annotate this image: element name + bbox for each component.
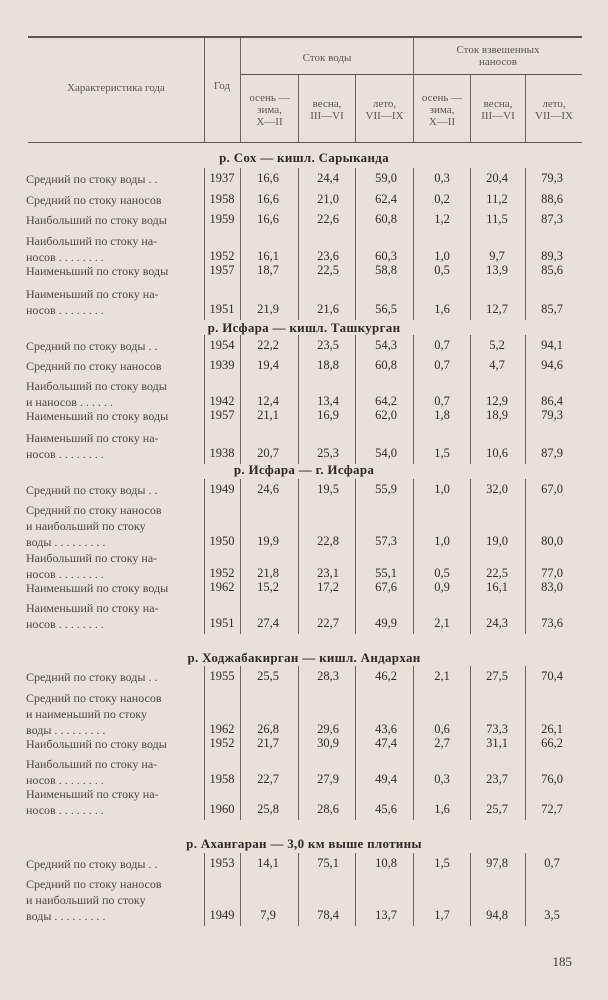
row-label-line: воды . . . . . . . . . <box>26 723 106 737</box>
value-cell: 18,7 <box>257 263 279 277</box>
row-label-line: Наибольший по стоку воды <box>26 213 167 227</box>
header-bottom-rule <box>28 142 582 143</box>
row-label <box>26 786 202 818</box>
row-label-line: Наименьший по стоку воды <box>26 581 169 595</box>
value-cell: 22,7 <box>317 616 339 630</box>
row-label <box>26 192 202 208</box>
column-divider <box>355 335 356 464</box>
column-divider <box>240 853 241 926</box>
value-cell: 28,6 <box>317 802 339 816</box>
value-cell: 16,6 <box>257 192 279 206</box>
row-label <box>26 286 202 318</box>
subheader-line: III—VI <box>310 110 344 122</box>
value-cell: 13,7 <box>375 908 397 922</box>
value-cell: 19,4 <box>257 358 279 372</box>
value-cell: 23,6 <box>317 249 339 263</box>
column-divider <box>240 335 241 464</box>
river-section-title: р. Исфара — кишл. Ташкурган <box>207 320 401 335</box>
value-cell: 55,9 <box>375 482 397 496</box>
value-cell: 49,9 <box>375 616 397 630</box>
value-cell: 0,6 <box>434 722 450 736</box>
column-divider <box>298 168 299 320</box>
row-label <box>26 338 202 354</box>
row-label-line: воды . . . . . . . . . <box>26 909 106 923</box>
value-cell: 49,4 <box>375 772 397 786</box>
value-cell: 60,3 <box>375 249 397 263</box>
value-cell: 27,5 <box>486 669 508 683</box>
value-cell: 0,3 <box>434 171 450 185</box>
group-header-water: Сток воды <box>302 52 352 64</box>
row-label-line: Средний по стоку наносов <box>26 503 162 517</box>
column-divider <box>298 479 299 634</box>
value-cell: 21,6 <box>317 302 339 316</box>
subheader-line: весна, <box>312 98 342 110</box>
subheader-water-autumn <box>241 92 298 128</box>
value-cell: 25,5 <box>257 669 279 683</box>
year-cell: 1958 <box>209 192 235 206</box>
value-cell: 22,2 <box>257 338 279 352</box>
value-cell: 85,6 <box>541 263 563 277</box>
year-cell: 1957 <box>209 408 235 422</box>
year-cell: 1942 <box>209 394 235 408</box>
value-cell: 67,6 <box>375 580 397 594</box>
value-cell: 16,6 <box>257 212 279 226</box>
river-section-title: р. Ходжабакирган — кишл. Андархан <box>187 650 421 665</box>
value-cell: 22,7 <box>257 772 279 786</box>
row-label-line: Наибольший по стоку на- <box>26 757 158 771</box>
value-cell: 20,4 <box>486 171 508 185</box>
value-cell: 64,2 <box>375 394 397 408</box>
value-cell: 0,3 <box>434 772 450 786</box>
year-cell: 1952 <box>209 566 235 580</box>
row-label-line: Средний по стоку воды . . <box>26 172 158 186</box>
value-cell: 0,7 <box>434 394 450 408</box>
row-label <box>26 358 202 374</box>
year-cell: 1951 <box>209 616 235 630</box>
value-cell: 24,4 <box>317 171 339 185</box>
row-label-line: носов . . . . . . . . <box>26 447 104 461</box>
column-divider <box>355 168 356 320</box>
value-cell: 58,8 <box>375 263 397 277</box>
value-cell: 1,7 <box>434 908 450 922</box>
row-label-line: Наименьший по стоку на- <box>26 287 159 301</box>
subheader-line: X—II <box>256 116 283 128</box>
value-cell: 19,0 <box>486 534 508 548</box>
row-label <box>26 669 202 685</box>
row-label <box>26 263 202 279</box>
value-cell: 20,7 <box>257 446 279 460</box>
column-divider <box>240 666 241 820</box>
value-cell: 10,6 <box>486 446 508 460</box>
column-divider <box>413 335 414 464</box>
row-label <box>26 736 202 752</box>
value-cell: 87,3 <box>541 212 563 226</box>
subheader-line: VII—IX <box>535 110 573 122</box>
row-label-line: носов . . . . . . . . <box>26 303 104 317</box>
value-cell: 24,6 <box>257 482 279 496</box>
row-label <box>26 876 202 924</box>
value-cell: 67,0 <box>541 482 563 496</box>
value-cell: 66,2 <box>541 736 563 750</box>
value-cell: 0,7 <box>434 338 450 352</box>
value-cell: 31,1 <box>486 736 508 750</box>
header-group-rule-sediment <box>414 74 582 75</box>
value-cell: 25,3 <box>317 446 339 460</box>
value-cell: 0,9 <box>434 580 450 594</box>
subheader-line: осень — <box>249 92 290 104</box>
year-cell: 1939 <box>209 358 235 372</box>
value-cell: 46,2 <box>375 669 397 683</box>
column-divider <box>240 168 241 320</box>
column-divider <box>413 168 414 320</box>
value-cell: 94,1 <box>541 338 563 352</box>
year-cell: 1962 <box>209 722 235 736</box>
year-cell: 1949 <box>209 908 235 922</box>
value-cell: 60,8 <box>375 358 397 372</box>
value-cell: 83,0 <box>541 580 563 594</box>
value-cell: 88,6 <box>541 192 563 206</box>
row-label <box>26 856 202 872</box>
value-cell: 78,4 <box>317 908 339 922</box>
column-divider <box>413 479 414 634</box>
value-cell: 62,4 <box>375 192 397 206</box>
subheader-line: весна, <box>483 98 513 110</box>
row-label <box>26 482 202 498</box>
value-cell: 1,0 <box>434 482 450 496</box>
row-label-line: Наименьший по стоку на- <box>26 601 159 615</box>
value-cell: 0,5 <box>434 263 450 277</box>
column-divider <box>413 853 414 926</box>
page-number: 185 <box>552 954 572 969</box>
row-label-line: воды . . . . . . . . . <box>26 535 106 549</box>
row-label-line: Средний по стоку наносов <box>26 691 162 705</box>
value-cell: 12,9 <box>486 394 508 408</box>
column-divider <box>355 666 356 820</box>
value-cell: 16,9 <box>317 408 339 422</box>
value-cell: 13,9 <box>486 263 508 277</box>
year-cell: 1957 <box>209 263 235 277</box>
column-divider <box>413 666 414 820</box>
table-top-rule <box>28 36 582 38</box>
row-label-line: Наименьший по стоку воды <box>26 409 169 423</box>
year-cell: 1958 <box>209 772 235 786</box>
row-label <box>26 502 202 550</box>
value-cell: 21,0 <box>317 192 339 206</box>
row-label <box>26 550 202 582</box>
row-label-line: и наибольший по стоку <box>26 893 146 907</box>
year-cell: 1959 <box>209 212 235 226</box>
row-label-line: носов . . . . . . . . <box>26 803 104 817</box>
value-cell: 1,0 <box>434 249 450 263</box>
subheader-water-spring <box>299 98 355 122</box>
value-cell: 24,3 <box>486 616 508 630</box>
value-cell: 73,3 <box>486 722 508 736</box>
subheader-sediment-summer <box>526 98 582 122</box>
value-cell: 16,1 <box>486 580 508 594</box>
value-cell: 79,3 <box>541 171 563 185</box>
row-label <box>26 756 202 788</box>
value-cell: 43,6 <box>375 722 397 736</box>
row-label <box>26 408 202 424</box>
value-cell: 0,7 <box>544 856 560 870</box>
value-cell: 12,7 <box>486 302 508 316</box>
value-cell: 11,2 <box>486 192 508 206</box>
value-cell: 94,6 <box>541 358 563 372</box>
row-label-line: Наибольший по стоку воды <box>26 379 167 393</box>
subheader-line: лето, <box>372 98 397 110</box>
value-cell: 0,7 <box>434 358 450 372</box>
row-label-line: Средний по стоку воды . . <box>26 857 158 871</box>
value-cell: 29,6 <box>317 722 339 736</box>
row-label-line: Средний по стоку воды . . <box>26 670 158 684</box>
value-cell: 32,0 <box>486 482 508 496</box>
value-cell: 18,9 <box>486 408 508 422</box>
subheader-line: осень — <box>421 92 463 104</box>
row-label-line: носов . . . . . . . . <box>26 773 104 787</box>
value-cell: 28,3 <box>317 669 339 683</box>
value-cell: 59,0 <box>375 171 397 185</box>
col-header-year: Год <box>213 80 231 92</box>
value-cell: 77,0 <box>541 566 563 580</box>
value-cell: 4,7 <box>489 358 505 372</box>
value-cell: 18,8 <box>317 358 339 372</box>
value-cell: 2,1 <box>434 616 450 630</box>
value-cell: 47,4 <box>375 736 397 750</box>
row-label <box>26 378 202 410</box>
value-cell: 9,7 <box>489 249 505 263</box>
river-section-title: р. Ахангаран — 3,0 км выше плотины <box>186 836 422 851</box>
row-label-line: Средний по стоку наносов <box>26 193 162 207</box>
value-cell: 0,2 <box>434 192 450 206</box>
row-label-line: Средний по стоку воды . . <box>26 339 158 353</box>
value-cell: 56,5 <box>375 302 397 316</box>
year-cell: 1960 <box>209 802 235 816</box>
value-cell: 72,7 <box>541 802 563 816</box>
row-label <box>26 580 202 596</box>
row-label <box>26 600 202 632</box>
value-cell: 27,9 <box>317 772 339 786</box>
value-cell: 0,5 <box>434 566 450 580</box>
row-label-line: Наименьший по стоку на- <box>26 787 159 801</box>
year-cell: 1954 <box>209 338 235 352</box>
value-cell: 80,0 <box>541 534 563 548</box>
column-divider <box>240 479 241 634</box>
row-label-line: Наименьший по стоку на- <box>26 431 159 445</box>
subheader-sediment-autumn <box>414 92 470 128</box>
subheader-line: лето, <box>542 98 566 110</box>
year-cell: 1951 <box>209 302 235 316</box>
row-label <box>26 233 202 265</box>
value-cell: 19,5 <box>317 482 339 496</box>
value-cell: 75,1 <box>317 856 339 870</box>
column-divider <box>298 853 299 926</box>
column-divider <box>298 666 299 820</box>
value-cell: 11,5 <box>486 212 508 226</box>
subheader-line: VII—IX <box>365 110 404 122</box>
row-label <box>26 171 202 187</box>
row-label <box>26 430 202 462</box>
subheader-line: зима, <box>429 104 455 116</box>
column-divider <box>470 479 471 634</box>
year-cell: 1950 <box>209 534 235 548</box>
group-header-sediment-line1: Сток взвешенных <box>456 44 540 56</box>
subheader-line: X—II <box>428 116 456 128</box>
value-cell: 10,8 <box>375 856 397 870</box>
value-cell: 76,0 <box>541 772 563 786</box>
subheader-sediment-spring <box>471 98 525 122</box>
value-cell: 16,6 <box>257 171 279 185</box>
col-header-characteristic: Характеристика года <box>67 82 165 94</box>
column-divider <box>355 479 356 634</box>
row-label-line: и наносов . . . . . . <box>26 395 113 409</box>
row-label-line: Наибольший по стоку воды <box>26 737 167 751</box>
row-label-line: носов . . . . . . . . <box>26 617 104 631</box>
subheader-line: III—VI <box>481 110 515 122</box>
column-divider <box>355 853 356 926</box>
river-section-title: р. Исфара — г. Исфара <box>233 462 375 477</box>
value-cell: 22,8 <box>317 534 339 548</box>
value-cell: 23,7 <box>486 772 508 786</box>
column-divider <box>204 479 205 634</box>
subheader-water-summer <box>356 98 413 122</box>
value-cell: 2,7 <box>434 736 450 750</box>
value-cell: 26,1 <box>541 722 563 736</box>
value-cell: 70,4 <box>541 669 563 683</box>
value-cell: 1,6 <box>434 302 450 316</box>
value-cell: 15,2 <box>257 580 279 594</box>
value-cell: 1,0 <box>434 534 450 548</box>
column-divider <box>525 479 526 634</box>
row-label <box>26 690 202 738</box>
value-cell: 12,4 <box>257 394 279 408</box>
group-header-sediment <box>414 44 582 68</box>
column-divider <box>298 335 299 464</box>
value-cell: 94,8 <box>486 908 508 922</box>
row-label-line: Наименьший по стоку воды <box>26 264 169 278</box>
value-cell: 1,5 <box>434 446 450 460</box>
value-cell: 1,2 <box>434 212 450 226</box>
value-cell: 17,2 <box>317 580 339 594</box>
value-cell: 22,5 <box>317 263 339 277</box>
value-cell: 60,8 <box>375 212 397 226</box>
value-cell: 1,5 <box>434 856 450 870</box>
column-divider <box>204 168 205 320</box>
row-label-line: носов . . . . . . . . <box>26 567 104 581</box>
river-section-title: р. Сох — кишл. Сарыканда <box>219 150 389 165</box>
year-cell: 1953 <box>209 856 235 870</box>
value-cell: 7,9 <box>260 908 276 922</box>
row-label-line: Средний по стоку наносов <box>26 359 162 373</box>
value-cell: 97,8 <box>486 856 508 870</box>
year-cell: 1952 <box>209 736 235 750</box>
row-label-line: Наибольший по стоку на- <box>26 551 158 565</box>
value-cell: 1,8 <box>434 408 450 422</box>
column-divider <box>525 168 526 320</box>
value-cell: 73,6 <box>541 616 563 630</box>
row-label-line: Средний по стоку наносов <box>26 877 162 891</box>
row-label-line: Наибольший по стоку на- <box>26 234 158 248</box>
value-cell: 85,7 <box>541 302 563 316</box>
value-cell: 5,2 <box>489 338 505 352</box>
row-label-line: и наибольший по стоку <box>26 519 146 533</box>
group-header-sediment-line2: наносов <box>478 56 517 68</box>
value-cell: 62,0 <box>375 408 397 422</box>
year-cell: 1962 <box>209 580 235 594</box>
value-cell: 25,7 <box>486 802 508 816</box>
value-cell: 2,1 <box>434 669 450 683</box>
subheader-line: зима, <box>257 104 282 116</box>
value-cell: 55,1 <box>375 566 397 580</box>
year-cell: 1937 <box>209 171 235 185</box>
header-group-rule-water <box>241 74 413 75</box>
value-cell: 30,9 <box>317 736 339 750</box>
value-cell: 21,9 <box>257 302 279 316</box>
value-cell: 54,3 <box>375 338 397 352</box>
value-cell: 27,4 <box>257 616 279 630</box>
value-cell: 16,1 <box>257 249 279 263</box>
value-cell: 19,9 <box>257 534 279 548</box>
value-cell: 57,3 <box>375 534 397 548</box>
value-cell: 26,8 <box>257 722 279 736</box>
value-cell: 45,6 <box>375 802 397 816</box>
value-cell: 22,6 <box>317 212 339 226</box>
year-cell: 1938 <box>209 446 235 460</box>
value-cell: 79,3 <box>541 408 563 422</box>
row-label <box>26 212 202 228</box>
row-label-line: Средний по стоку воды . . <box>26 483 158 497</box>
value-cell: 22,5 <box>486 566 508 580</box>
year-cell: 1955 <box>209 669 235 683</box>
value-cell: 21,8 <box>257 566 279 580</box>
row-label-line: носов . . . . . . . . <box>26 250 104 264</box>
value-cell: 1,6 <box>434 802 450 816</box>
year-cell: 1952 <box>209 249 235 263</box>
value-cell: 21,1 <box>257 408 279 422</box>
value-cell: 54,0 <box>375 446 397 460</box>
year-cell: 1949 <box>209 482 235 496</box>
value-cell: 87,9 <box>541 446 563 460</box>
value-cell: 13,4 <box>317 394 339 408</box>
value-cell: 21,7 <box>257 736 279 750</box>
value-cell: 23,5 <box>317 338 339 352</box>
value-cell: 25,8 <box>257 802 279 816</box>
column-divider <box>470 168 471 320</box>
value-cell: 86,4 <box>541 394 563 408</box>
value-cell: 89,3 <box>541 249 563 263</box>
row-label-line: и наименьший по стоку <box>26 707 147 721</box>
value-cell: 3,5 <box>544 908 560 922</box>
value-cell: 23,1 <box>317 566 339 580</box>
value-cell: 14,1 <box>257 856 279 870</box>
